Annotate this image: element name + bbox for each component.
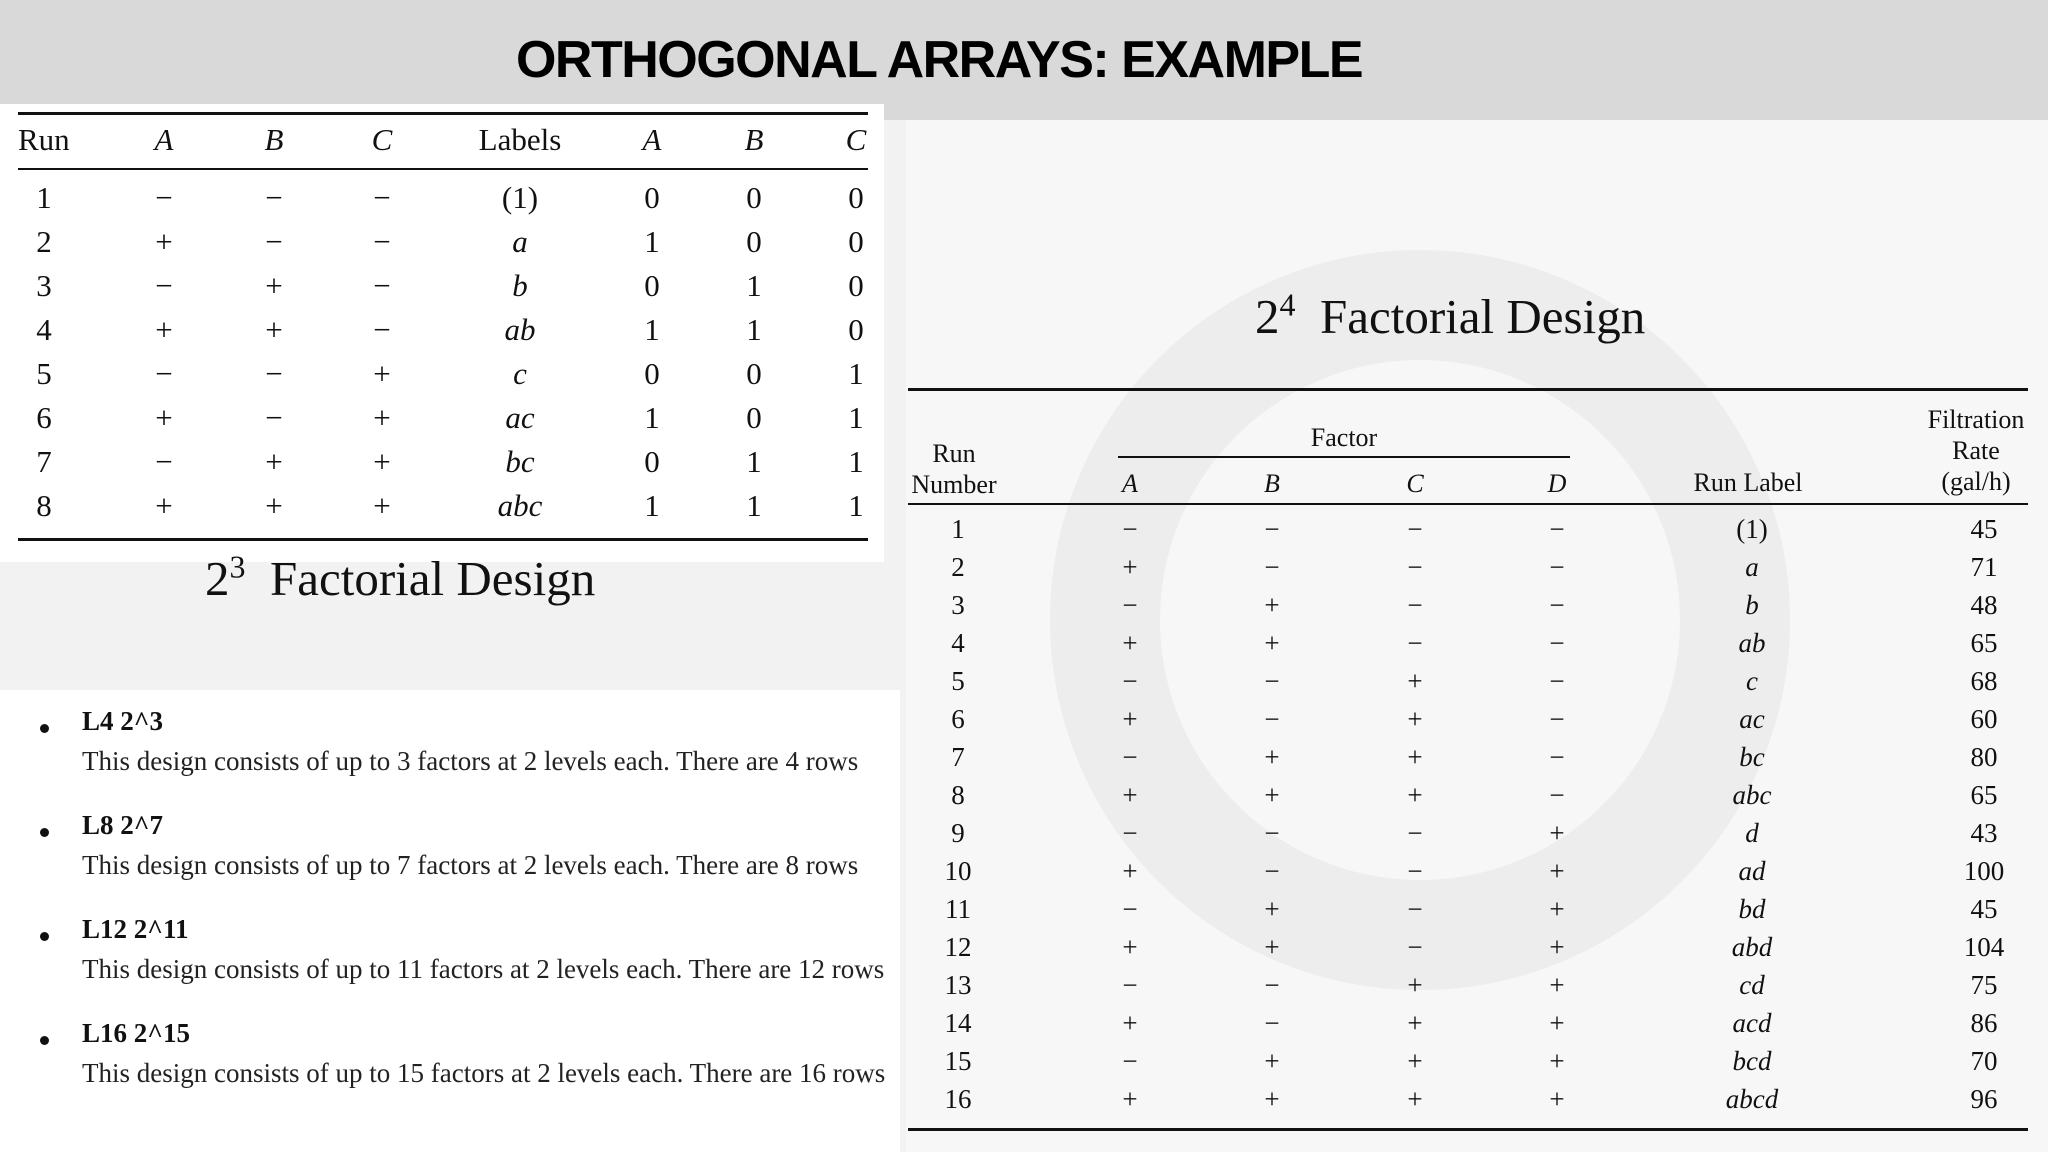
rate-cell: 68 [1970, 666, 1998, 696]
table-cell: + [1549, 818, 1565, 848]
run-number-cell: 16 [944, 1084, 972, 1114]
table-cell: − [1407, 590, 1423, 620]
bullet-icon [40, 932, 49, 941]
table-cell: 0 [746, 180, 762, 215]
table-cell: + [1264, 894, 1280, 924]
table-cell: 0 [848, 312, 864, 347]
table-cell: c [513, 356, 527, 391]
table-cell: − [1122, 970, 1138, 1000]
table-cell: 1 [848, 488, 864, 523]
table-cell: − [1122, 590, 1138, 620]
run-number-cell: 8 [951, 780, 965, 810]
table-cell: + [1264, 780, 1280, 810]
bullet-title: L8 2^7 [82, 810, 163, 840]
caption-exponent: 4 [1279, 286, 1296, 323]
table-cell: 1 [644, 488, 660, 523]
run-number-cell: 13 [944, 970, 972, 1000]
header-factor-c: C [1406, 469, 1424, 498]
bullet-title: L12 2^11 [82, 914, 189, 944]
run-number-cell: 4 [951, 628, 965, 658]
table-cell: + [155, 400, 173, 435]
table-cell: + [1407, 1008, 1423, 1038]
table-cell: − [1549, 514, 1565, 544]
table-top-rule [18, 112, 868, 115]
table-cell: 1 [848, 356, 864, 391]
header-factor-a: A [1122, 469, 1138, 498]
caption-base: 2 [205, 551, 230, 606]
table-cell: + [1264, 1084, 1280, 1114]
header-rate-line-2: Rate [1952, 436, 2000, 465]
table-cell: abd [1731, 932, 1773, 962]
run-number-cell: 1 [951, 514, 965, 544]
table-cell: − [265, 400, 283, 435]
run-number-cell: 3 [951, 590, 965, 620]
run-number-cell: 4 [36, 312, 52, 347]
slide-title: ORTHOGONAL ARRAYS: EXAMPLE [515, 31, 1363, 89]
run-number-cell: 14 [944, 1008, 972, 1038]
table-cell: − [1407, 894, 1423, 924]
header-cell: B [744, 122, 764, 157]
table-cell: + [1264, 628, 1280, 658]
header-factor-d: D [1547, 469, 1567, 498]
rate-cell: 45 [1970, 514, 1998, 544]
table-cell: − [155, 444, 173, 479]
factorial-2-4-caption [1255, 288, 1645, 345]
table-cell: − [155, 180, 173, 215]
table-cell: + [1549, 894, 1565, 924]
table-cell: + [155, 312, 173, 347]
caption-base: 2 [1255, 289, 1280, 344]
table-cell: 1 [644, 400, 660, 435]
table-cell: − [265, 180, 283, 215]
bullet-title: L4 2^3 [82, 706, 163, 736]
run-number-cell: 11 [945, 894, 971, 924]
table-cell: − [1549, 780, 1565, 810]
header-cell: C [845, 122, 867, 157]
table-cell: + [1122, 628, 1138, 658]
table-cell: cd [1739, 970, 1765, 1000]
table-cell: + [265, 312, 283, 347]
rate-cell: 80 [1970, 742, 1998, 772]
table-bottom-rule [18, 538, 868, 541]
run-number-cell: 15 [944, 1046, 972, 1076]
table-cell: + [1549, 932, 1565, 962]
table-cell: − [1407, 514, 1423, 544]
table-cell: + [265, 444, 283, 479]
table-cell: 0 [644, 444, 660, 479]
header-cell: A [154, 122, 174, 157]
bullet-description: This design consists of up to 15 factors at 2 levels each. There are 16 rows [82, 1058, 886, 1088]
table-cell: 1 [848, 400, 864, 435]
table-cell: + [1549, 1008, 1565, 1038]
table-cell: c [1746, 666, 1758, 696]
table-cell: bc [1739, 742, 1765, 772]
table-cell: abc [1732, 780, 1772, 810]
table-cell: − [373, 180, 391, 215]
table-cell: − [1407, 856, 1423, 886]
table-cell: − [1407, 628, 1423, 658]
table-cell: 1 [746, 444, 762, 479]
table-cell: bd [1738, 894, 1766, 924]
table-cell: − [1549, 628, 1565, 658]
rate-cell: 60 [1970, 704, 1998, 734]
header-run-line-1: Run [932, 439, 976, 468]
rate-cell: 70 [1970, 1046, 1998, 1076]
table-cell: 0 [848, 268, 864, 303]
table-cell: + [1407, 780, 1423, 810]
run-number-cell: 1 [36, 180, 52, 215]
table-cell: 1 [746, 312, 762, 347]
header-factor-b: B [1264, 469, 1280, 498]
table-cell: 0 [644, 356, 660, 391]
table-cell: + [1122, 856, 1138, 886]
table-cell: + [1407, 1046, 1423, 1076]
run-number-cell: 7 [36, 444, 52, 479]
table-cell: + [265, 488, 283, 523]
run-number-cell: 10 [944, 856, 972, 886]
table-cell: + [373, 444, 391, 479]
table-cell: − [1407, 818, 1423, 848]
run-number-cell: 2 [36, 224, 52, 259]
table-cell: − [1264, 1008, 1280, 1038]
table-cell: − [1264, 856, 1280, 886]
table-cell: + [1122, 1084, 1138, 1114]
table-cell: + [1264, 590, 1280, 620]
table-cell: + [1407, 970, 1423, 1000]
header-rate-line-3: (gal/h) [1941, 467, 2011, 496]
rate-cell: 65 [1970, 628, 1998, 658]
table-cell: bcd [1732, 1046, 1772, 1076]
table-cell: (1) [1736, 514, 1768, 544]
table-cell: − [1122, 666, 1138, 696]
table-cell: 0 [848, 224, 864, 259]
table-cell: + [1407, 742, 1423, 772]
table-cell: − [1122, 742, 1138, 772]
table-cell: − [155, 356, 173, 391]
header-rule [908, 503, 2028, 505]
run-number-cell: 7 [951, 742, 965, 772]
run-number-cell: 5 [36, 356, 52, 391]
table-bottom-rule [908, 1128, 2028, 1131]
table-cell: abc [497, 488, 543, 523]
rate-cell: 75 [1970, 970, 1998, 1000]
rate-cell: 43 [1970, 818, 1998, 848]
table-cell: − [1264, 818, 1280, 848]
rate-cell: 86 [1970, 1008, 1998, 1038]
table-cell: + [265, 268, 283, 303]
table-cell: + [1122, 552, 1138, 582]
table-cell: 1 [848, 444, 864, 479]
table-cell: acd [1732, 1008, 1772, 1038]
table-cell: + [1407, 704, 1423, 734]
header-cell: C [371, 122, 393, 157]
factorial-2-3-panel [0, 104, 884, 562]
bullet-icon [40, 1036, 49, 1045]
table-cell: + [1549, 1084, 1565, 1114]
run-number-cell: 5 [951, 666, 965, 696]
table-cell: − [1264, 666, 1280, 696]
rate-cell: 96 [1970, 1084, 1998, 1114]
table-cell: 1 [746, 488, 762, 523]
table-cell: + [373, 400, 391, 435]
table-cell: bc [505, 444, 535, 479]
table-cell: 0 [746, 356, 762, 391]
table-cell: − [1407, 552, 1423, 582]
table-cell: 1 [644, 224, 660, 259]
table-cell: 0 [746, 224, 762, 259]
table-cell: + [1407, 1084, 1423, 1114]
table-cell: + [1122, 704, 1138, 734]
table-cell: − [1549, 552, 1565, 582]
table-cell: − [1264, 704, 1280, 734]
header-rate-line-1: Filtration [1927, 405, 2025, 434]
table-cell: + [155, 488, 173, 523]
table-cell: − [1549, 742, 1565, 772]
table-cell: abcd [1725, 1084, 1779, 1114]
rate-cell: 65 [1970, 780, 1998, 810]
table-cell: 0 [644, 180, 660, 215]
table-cell: − [373, 268, 391, 303]
table-cell: 0 [746, 400, 762, 435]
table-cell: − [1264, 514, 1280, 544]
header-cell: B [264, 122, 284, 157]
header-run-line-2: Number [911, 470, 997, 499]
table-cell: − [265, 356, 283, 391]
factor-group-rule [1118, 456, 1570, 458]
header-cell: Labels [478, 122, 562, 157]
table-cell: a [512, 224, 528, 259]
table-cell: ad [1738, 856, 1766, 886]
table-cell: + [1549, 856, 1565, 886]
header-cell: Run [18, 122, 70, 157]
table-cell: − [265, 224, 283, 259]
table-cell: + [1264, 742, 1280, 772]
table-cell: + [155, 224, 173, 259]
bullet-description: This design consists of up to 3 factors at 2 levels each. There are 4 rows [82, 746, 859, 776]
table-cell: d [1745, 818, 1759, 848]
table-cell: + [373, 488, 391, 523]
table-cell: − [1122, 514, 1138, 544]
table-cell: + [1549, 1046, 1565, 1076]
table-cell: − [1122, 1046, 1138, 1076]
table-cell: + [1264, 1046, 1280, 1076]
run-number-cell: 8 [36, 488, 52, 523]
header-rule [18, 168, 868, 170]
rate-cell: 100 [1963, 856, 2005, 886]
caption-exponent: 3 [229, 548, 246, 585]
table-cell: ab [1738, 628, 1766, 658]
rate-cell: 48 [1970, 590, 1998, 620]
run-number-cell: 6 [36, 400, 52, 435]
table-cell: ac [505, 400, 535, 435]
table-cell: + [1549, 970, 1565, 1000]
run-number-cell: 6 [951, 704, 965, 734]
table-cell: + [1264, 932, 1280, 962]
table-cell: a [1745, 552, 1759, 582]
run-number-cell: 9 [951, 818, 965, 848]
table-cell: − [155, 268, 173, 303]
table-cell: + [1122, 932, 1138, 962]
header-run-label: Run Label [1693, 468, 1803, 497]
table-cell: + [373, 356, 391, 391]
table-cell: (1) [501, 180, 539, 215]
table-cell: − [373, 224, 391, 259]
table-cell: + [1122, 1008, 1138, 1038]
table-cell: + [1122, 780, 1138, 810]
table-cell: b [1745, 590, 1759, 620]
rate-cell: 71 [1970, 552, 1998, 582]
bullet-icon [40, 724, 49, 733]
table-top-rule [908, 388, 2028, 391]
table-cell: − [1264, 970, 1280, 1000]
bullet-description: This design consists of up to 11 factors at 2 levels each. There are 12 rows [82, 954, 885, 984]
table-cell: − [1549, 590, 1565, 620]
run-number-cell: 3 [36, 268, 52, 303]
run-number-cell: 2 [951, 552, 965, 582]
table-cell: 0 [848, 180, 864, 215]
rate-cell: 45 [1970, 894, 1998, 924]
orthogonal-array-list [0, 690, 900, 1152]
table-cell: − [373, 312, 391, 347]
table-cell: b [512, 268, 528, 303]
table-cell: 1 [644, 312, 660, 347]
table-cell: − [1264, 552, 1280, 582]
header-cell: A [642, 122, 662, 157]
table-cell: 0 [644, 268, 660, 303]
bullet-icon [40, 828, 49, 837]
table-cell: + [1407, 666, 1423, 696]
caption-text: Factorial Design [1320, 289, 1646, 344]
table-cell: − [1407, 932, 1423, 962]
bullet-title: L16 2^15 [82, 1018, 190, 1048]
table-cell: − [1549, 666, 1565, 696]
bullet-description: This design consists of up to 7 factors at 2 levels each. There are 8 rows [82, 850, 859, 880]
rate-cell: 104 [1963, 932, 2005, 962]
table-cell: − [1122, 894, 1138, 924]
run-number-cell: 12 [944, 932, 972, 962]
caption-text: Factorial Design [270, 551, 596, 606]
table-cell: − [1549, 704, 1565, 734]
table-cell: ab [504, 312, 536, 347]
table-cell: 1 [746, 268, 762, 303]
table-cell: ac [1739, 704, 1765, 734]
table-cell: − [1122, 818, 1138, 848]
factorial-2-3-caption [205, 550, 595, 607]
header-factor-group: Factor [1310, 423, 1378, 452]
